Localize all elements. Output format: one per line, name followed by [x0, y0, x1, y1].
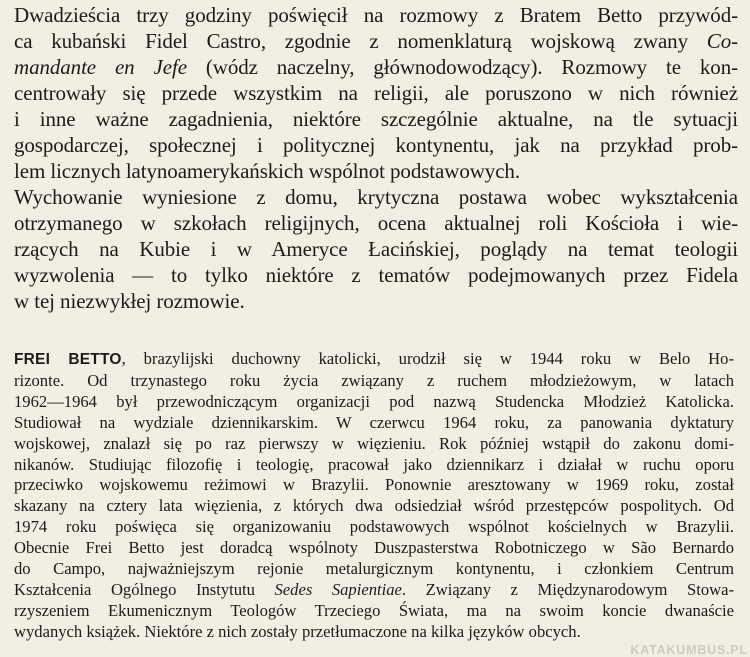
intro_lines-line	[14, 184, 738, 210]
bio_lines-text: Obecnie Frei Betto jest doradcą wspólnoty Duszpasterstwa Robotniczego w São Bernardo	[14, 538, 734, 558]
intro_lines-line	[14, 288, 738, 314]
intro_lines-italic-text: Co-	[706, 29, 738, 53]
intro_lines-text: i inne ważne zagadnienia, niektóre szczególnie aktualne, na tle sytuacji	[14, 107, 738, 131]
author-name: FREI BETTO	[14, 351, 122, 368]
intro_lines-text: (wódz naczelny, głównodowodzący). Rozmowy te kon-	[186, 55, 738, 79]
bio_lines-italic-text: Sedes Sapientiae	[274, 579, 402, 599]
bio_lines-line	[14, 349, 734, 371]
intro_lines-line	[14, 106, 738, 132]
bio_lines-text: 1962—1964 był przewodniczącym organizacji pod nazwą Studencka Młodzież Katolicka.	[14, 391, 734, 411]
intro_lines-text: Wychowanie wyniesione z domu, krytyczna postawa wobec wykształcenia	[14, 185, 738, 209]
intro_lines-text: gospodarczej, społecznej i politycznej kontynentu, jak na przykład prob-	[14, 133, 738, 157]
bio_lines-text: rizonte. Od trzynastego roku życia związany z ruchem młodzieżowym, w latach	[14, 370, 734, 390]
author-bio-paragraph	[14, 349, 734, 643]
intro_lines-text: ca kubański Fidel Castro, zgodnie z nomenklaturą wojskową zwany	[14, 29, 707, 53]
bio_lines-text: 1974 roku poświęca się organizowaniu podstawowych wspólnot kościelnych w Brazylii.	[14, 517, 734, 537]
intro_lines-italic-text: mandante en Jefe	[14, 55, 187, 79]
bio_lines-text: rzyszeniem Ekumenicznym Teologów Trzeciego Świata, ma na swoim koncie dwanaście	[14, 600, 734, 620]
intro_lines-line	[14, 158, 738, 184]
intro_lines-text: w tej niezwykłej rozmowie.	[14, 289, 245, 313]
bio_lines-line	[14, 475, 734, 496]
bio_lines-line	[14, 392, 734, 413]
intro_lines-line	[14, 80, 738, 106]
intro_lines-line	[14, 236, 738, 262]
bio_lines-line	[14, 580, 734, 601]
bio_lines-text: wojskowej, znalazł się po raz pierwszy w więzieniu. Rok później wstąpił do zakonu domi-	[14, 433, 734, 453]
bio_lines-text: . Związany z Międzynarodowym Stowa-	[401, 579, 734, 599]
intro-paragraph	[14, 2, 738, 314]
intro_lines-text: wyzwolenia — to tylko niektóre z tematów podejmowanych przez Fidela	[14, 263, 738, 287]
intro_lines-text: Dwadzieścia trzy godziny poświęcił na rozmowy z Bratem Betto przywód-	[14, 3, 738, 27]
bio_lines-line	[14, 496, 734, 517]
bio_lines-line	[14, 601, 734, 622]
bio_lines-line	[14, 538, 734, 559]
bio_lines-text: Studiował na wydziale dziennikarskim. W czerwcu 1964 roku, za panowania dyktatury	[14, 412, 734, 432]
intro_lines-line	[14, 54, 738, 80]
intro_lines-line	[14, 132, 738, 158]
bio_lines-line	[14, 455, 734, 476]
bio_lines-line	[14, 371, 734, 392]
bio_lines-line	[14, 413, 734, 434]
intro_lines-text: lem licznych latynoamerykańskich wspólnot podstawowych.	[14, 159, 520, 183]
bio_lines-text: wydanych książek. Niektóre z nich zostały przetłumaczone na kilka języków obcych.	[14, 621, 581, 641]
bio_lines-text: nikanów. Studiując filozofię i teologię, pracował jako dziennikarz i działał w ruchu oporu	[14, 454, 734, 474]
intro_lines-text: otrzymanego w szkołach religijnych, ocena aktualnej roli Kościoła i wie-	[14, 211, 738, 235]
bio_lines-line	[14, 434, 734, 455]
bio_lines-text: do Campo, najważniejszym rejonie metalurgicznym kontynentu, i członkiem Centrum	[14, 559, 734, 579]
intro_lines-line	[14, 2, 738, 28]
watermark: KATAKUMBUS.PL	[630, 643, 748, 657]
bio_lines-line	[14, 517, 734, 538]
intro_lines-line	[14, 28, 738, 54]
bio_lines-text: Kształcenia Ogólnego Instytutu	[14, 579, 275, 599]
bio_lines-text: skazany na cztery lata więzienia, z których dwa odsiedział wśród przestępców pospolitych. Od	[14, 496, 734, 516]
intro_lines-line	[14, 262, 738, 288]
bio_lines-line	[14, 622, 734, 643]
intro_lines-text: rzących na Kubie i w Ameryce Łacińskiej, poglądy na temat teologii	[14, 237, 738, 261]
bio_lines-line	[14, 559, 734, 580]
bio_lines-text: , brazylijski duchowny katolicki, urodził się w 1944 roku w Belo Ho-	[121, 349, 734, 368]
intro_lines-text: centrowały się przede wszystkim na religii, ale poruszono w nich również	[14, 81, 738, 105]
intro_lines-line	[14, 210, 738, 236]
bio_lines-text: przeciwko wojskowemu reżimowi w Brazylii. Ponownie aresztowany w 1969 roku, został	[14, 475, 734, 495]
